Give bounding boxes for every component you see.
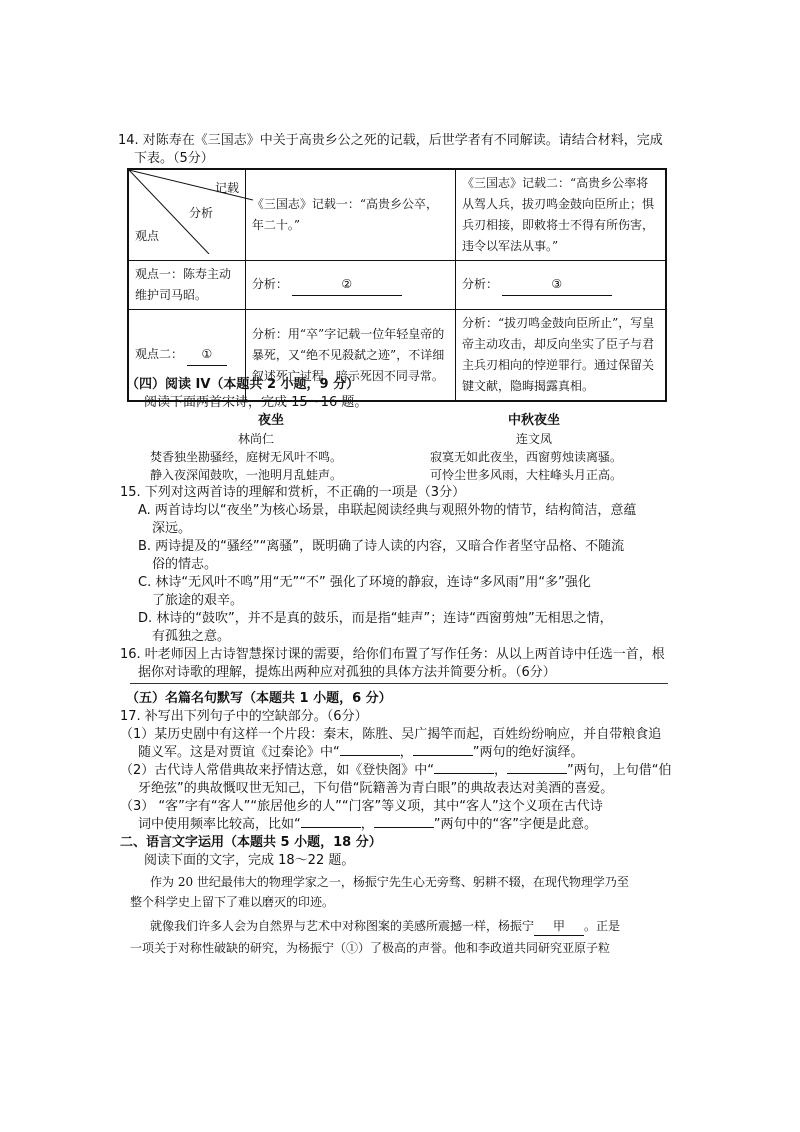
q15-option-b-line2: 俗的情志。 bbox=[152, 557, 218, 572]
q14-stem-line1: 14. 对陈寿在《三国志》中关于高贵乡公之死的记载，后世学者有不同解读。请结合材料，完成 bbox=[118, 133, 663, 148]
q17-p3-text-a: 词中使用频率比较高，比如“ bbox=[138, 817, 301, 832]
passage-line4: 一项关于对称性破缺的研究，为杨振宁（①）了极高的声誉。他和李政道共同研究亚原子粒 bbox=[130, 941, 611, 955]
blank-2[interactable]: ② bbox=[292, 274, 402, 296]
q17-blank-6[interactable] bbox=[374, 827, 434, 828]
q16-line1: 16. 叶老师因上古诗智慧探讨课的需要，给你们布置了写作任务：从以上两首诗中任选一首，根 bbox=[120, 647, 665, 662]
header-record: 记载 bbox=[215, 181, 240, 195]
poem1-line2: 静入夜深闻鼓吹，一池明月乱蛙声。 bbox=[150, 468, 343, 482]
row2-analysis1: 分析：用“卒”字记载一位年轻皇帝的暴死，又“绝不见殺弑之迹”，不详细叙述死亡过程，暗示死因不同寻常。 bbox=[251, 326, 445, 383]
section5-title: （五）名篇名句默写（本题共 1 小题，6 分） bbox=[126, 691, 392, 706]
section2-intro: 阅读下面的文字，完成 18～22 题。 bbox=[144, 853, 355, 868]
blank-1[interactable]: ① bbox=[187, 344, 227, 366]
q17-p1-text-c: ”两句的绝好演绎。 bbox=[472, 745, 584, 760]
header-viewpoint: 观点 bbox=[135, 229, 160, 243]
q17-p1-line2 bbox=[138, 744, 584, 762]
q15-option-d-line1: D. 林诗的“鼓吹”，并不是真的鼓乐，而是指“蛙声”；连诗“西窗剪烛”无相思之情， bbox=[138, 611, 613, 626]
section4-intro: 阅读下面两首宋诗，完成 15～16 题。 bbox=[144, 395, 368, 410]
q17-p3-line2 bbox=[138, 816, 597, 834]
q15-option-c-line1: C. 林诗“无风叶不鸣”用“无”“不” 强化了环境的静寂，连诗“多风雨”用“多”强化 bbox=[138, 575, 591, 590]
row2-label-prefix: 观点二： bbox=[135, 347, 184, 361]
passage-line3 bbox=[150, 917, 620, 936]
row1-label: 观点一：陈寿主动维护司马昭。 bbox=[135, 267, 232, 302]
q17-p2-text-a: （2）古代诗人常借典故来抒情达意，如《登快阁》中“ bbox=[120, 763, 435, 778]
row2-analysis2: 分析：“拔刃鸣金鼓向臣所止”，写皇帝主动攻击，却反向坐实了臣子与君主兵刃相向的悖逆罪行。通过保留关键文献，隐晦揭露真相。 bbox=[461, 316, 655, 393]
q17-blank-3[interactable] bbox=[434, 773, 494, 774]
q17-p2-text-c: ”两句，上句借“伯 bbox=[567, 763, 672, 778]
passage-line3-a: 就像我们许多人会为自然界与艺术中对称图案的美感所震撼一样，杨振宁 bbox=[150, 919, 535, 933]
q15-stem: 15. 下列对这两首诗的理解和赏析，不正确的一项是（3分） bbox=[120, 485, 466, 500]
q16-line2: 据你对诗歌的理解，提炼出两种应对孤独的具体方法并简要分析。（6分） bbox=[138, 665, 556, 680]
section2-title: 二、语言文字运用（本题共 5 小题，18 分） bbox=[120, 835, 382, 850]
row1-analysis1-prefix: 分析： bbox=[251, 277, 288, 291]
record1-cell bbox=[245, 169, 455, 261]
passage-line1: 作为 20 世纪最伟大的物理学家之一，杨振宁先生心无旁骛、躬耕不辍，在现代物理学乃至 bbox=[150, 875, 629, 889]
q17-p3-text-b: ， bbox=[360, 817, 374, 832]
q17-p2-text-b: ， bbox=[494, 763, 508, 778]
row1-analysis1-cell bbox=[245, 261, 455, 310]
poem2-author: 连文凤 bbox=[516, 432, 553, 446]
poem1-title: 夜坐 bbox=[258, 413, 285, 428]
q17-p3-text-c: ”两句中的“客”字便是此意。 bbox=[433, 817, 597, 832]
row1-label-cell bbox=[128, 261, 245, 310]
blank-jia[interactable]: 甲 bbox=[534, 917, 584, 936]
q14-stem-line2: 下表。（5分） bbox=[134, 151, 214, 166]
poem2-line1: 寂寞无如此夜坐，西窗剪烛读离骚。 bbox=[430, 450, 623, 464]
q15-option-a-line2: 深远。 bbox=[152, 521, 192, 536]
record2-cell bbox=[455, 169, 666, 261]
passage-line2: 整个科学史上留下了难以磨灭的印迹。 bbox=[130, 895, 335, 909]
q15-option-c-line2: 了旅途的艰辛。 bbox=[152, 593, 244, 608]
section4-title: （四）阅读 IV（本题共 2 小题，9 分） bbox=[126, 377, 360, 392]
q17-blank-1[interactable] bbox=[340, 755, 400, 756]
q17-blank-2[interactable] bbox=[413, 755, 473, 756]
q17-p2-line2: 牙绝弦”的典故慨叹世无知己，下句借“阮籍善为青白眼”的典故表达对美酒的喜爱。 bbox=[138, 781, 614, 796]
row1-analysis2-cell bbox=[455, 261, 666, 310]
q17-p1-line1: （1）某历史剧中有这样一个片段：秦末，陈胜、吴广揭竿而起，百姓纷纷响应，并自带粮食追 bbox=[120, 727, 662, 742]
record2-text: 《三国志》记载二：“高贵乡公率将从驾人兵，拔刃鸣金鼓向臣所止；惧兵刃相接，即敕将士不得有所伤害，违令以军法从事。” bbox=[461, 176, 654, 253]
q17-p1-text-b: ， bbox=[399, 745, 413, 760]
blank-3[interactable]: ③ bbox=[502, 274, 612, 296]
poem1-author: 林尚仁 bbox=[238, 432, 275, 446]
q17-stem: 17. 补写出下列句子中的空缺部分。（6分） bbox=[120, 709, 368, 724]
q17-p1-text-a: 随义军。这是对贾谊《过秦论》中“ bbox=[138, 745, 340, 760]
record1-text: 《三国志》记载一：“高贵乡公卒，年二十。” bbox=[251, 197, 439, 232]
q17-blank-4[interactable] bbox=[507, 773, 567, 774]
q15-option-d-line2: 有孤独之意。 bbox=[152, 629, 231, 644]
q15-option-b-line1: B. 两诗提及的“骚经”“离骚”，既明确了诗人读的内容，又暗合作者坚守品格、不随流 bbox=[138, 539, 625, 554]
poem2-title: 中秋夜坐 bbox=[508, 413, 561, 428]
q15-option-a-line1: A. 两首诗均以“夜坐”为核心场景，串联起阅读经典与观照外物的情节，结构简洁，意蕴 bbox=[138, 503, 637, 518]
poem2-line2: 可怜尘世多风雨，大柱峰头月正高。 bbox=[430, 468, 623, 482]
passage-line3-b: 。正是 bbox=[584, 919, 621, 933]
q17-p2-line1 bbox=[120, 762, 672, 780]
row1-analysis2-prefix: 分析： bbox=[461, 277, 498, 291]
q17-blank-5[interactable] bbox=[301, 827, 361, 828]
q14-table bbox=[127, 168, 667, 402]
row2-analysis2-cell bbox=[455, 310, 666, 402]
poem1-line1: 焚香独坐勘骚经，庭树无风叶不鸣。 bbox=[150, 450, 343, 464]
q17-p3-line1: （3） “客”字有“客人”“旅居他乡的人”“门客”等义项，其中“客人”这个义项在古代诗 bbox=[120, 799, 603, 814]
header-analysis: 分析 bbox=[189, 206, 214, 220]
divider-line bbox=[130, 683, 668, 684]
table-diagonal-header bbox=[128, 169, 245, 261]
